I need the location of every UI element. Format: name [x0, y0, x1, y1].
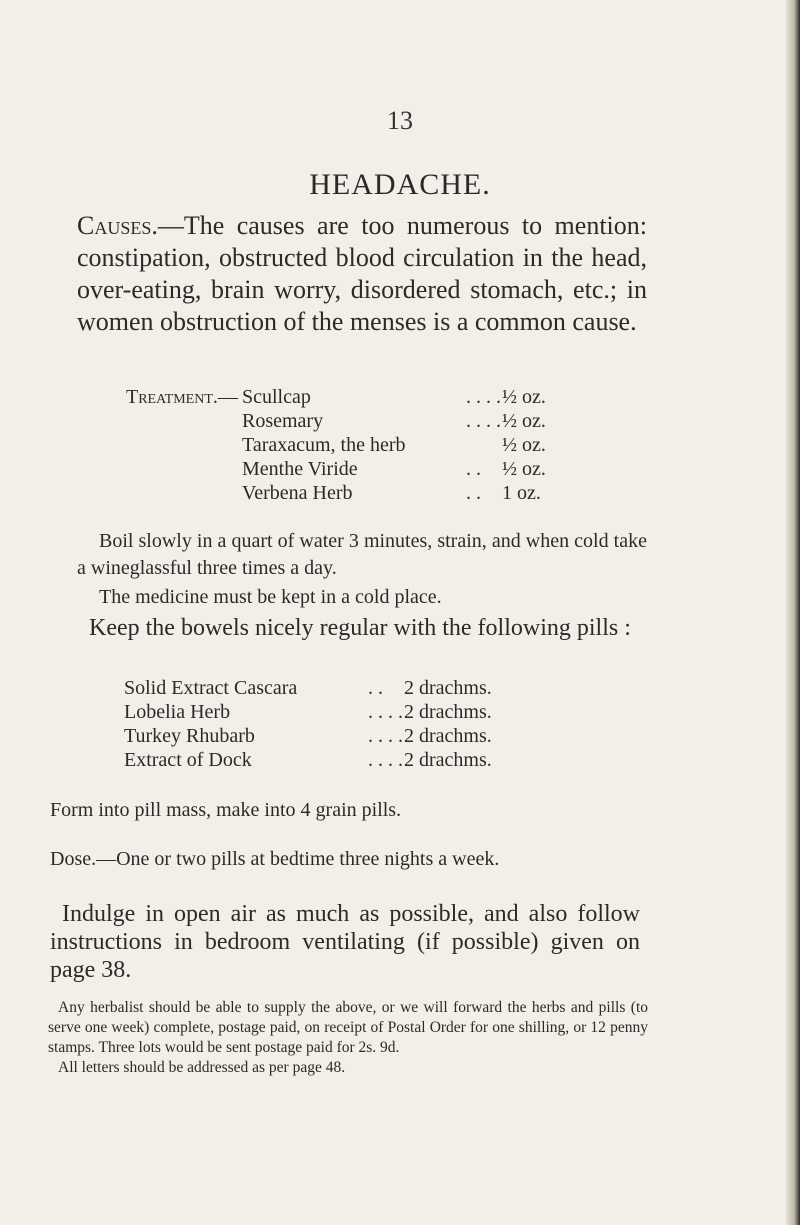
page-number: 13: [387, 106, 413, 135]
leader-dots: . .: [466, 482, 481, 504]
herbalist-note: [48, 998, 648, 1078]
pill-ingredient-quantity: 2 drachms.: [404, 701, 492, 723]
causes-paragraph: [77, 210, 647, 338]
ingredient-name: Menthe Viride: [242, 458, 358, 480]
treatment-label: Treatment.—: [126, 386, 238, 408]
ingredient-quantity: ½ oz.: [502, 434, 546, 456]
dose-note: Dose.—One or two pills at bedtime three nights a week.: [50, 848, 500, 870]
leader-dots: . .: [368, 677, 383, 699]
indulge-paragraph: Indulge in open air as much as possible, and also follow instructions in bedroom ventilating (if possible) given on page 38.: [50, 901, 640, 983]
pill-ingredient-name: Extract of Dock: [124, 749, 252, 771]
ingredient-name: Verbena Herb: [242, 482, 353, 504]
leader-dots: . . . .: [466, 410, 501, 432]
letters-note: All letters should be addressed as per page 48.: [58, 1059, 346, 1076]
leader-dots: . .: [466, 458, 481, 480]
pills-intro: Keep the bowels nicely regular with the following pills :: [89, 615, 631, 641]
pill-ingredient-quantity: 2 drachms.: [404, 749, 492, 771]
herbalist-text: Any herbalist should be able to supply the above, or we will forward the herbs and pills (to serve one week) complete, postage paid, on receipt of Postal Order for one shilling, or 12 penny stamps. Three lots would be sent postage paid for 2s. 9d.: [48, 999, 648, 1056]
ingredient-quantity: ½ oz.: [502, 458, 546, 480]
ingredient-quantity: ½ oz.: [502, 386, 546, 408]
ingredient-name: Taraxacum, the herb: [242, 434, 406, 456]
form-note: Form into pill mass, make into 4 grain pills.: [50, 799, 402, 821]
page-title: HEADACHE.: [309, 168, 491, 201]
ingredient-name: Scullcap: [242, 386, 311, 408]
leader-dots: . . . .: [368, 749, 403, 771]
leader-dots: . . . .: [466, 386, 501, 408]
causes-label: Causes.: [77, 211, 158, 240]
leader-dots: . . . .: [368, 701, 403, 723]
leader-dots: . . . .: [368, 725, 403, 747]
ingredient-name: Rosemary: [242, 410, 324, 432]
pill-ingredient-name: Turkey Rhubarb: [124, 725, 255, 747]
causes-text: —The causes are too numerous to mention: constipation, obstructed blood circulation in the head, over-eating, brain worry, disordered stomach, etc.; in women obstruction of the menses is a common cause.: [77, 211, 647, 336]
pill-ingredient-name: Solid Extract Cascara: [124, 677, 298, 699]
ingredient-quantity: 1 oz.: [502, 482, 541, 504]
instructions-paragraph: Boil slowly in a quart of water 3 minutes, strain, and when cold take a wineglassful three times a day.: [77, 530, 647, 579]
pill-ingredient-name: Lobelia Herb: [124, 701, 231, 723]
pill-ingredient-quantity: 2 drachms.: [404, 725, 492, 747]
pill-ingredient-quantity: 2 drachms.: [404, 677, 492, 699]
ingredient-quantity: ½ oz.: [502, 410, 546, 432]
storage-note: The medicine must be kept in a cold place.: [99, 586, 442, 608]
